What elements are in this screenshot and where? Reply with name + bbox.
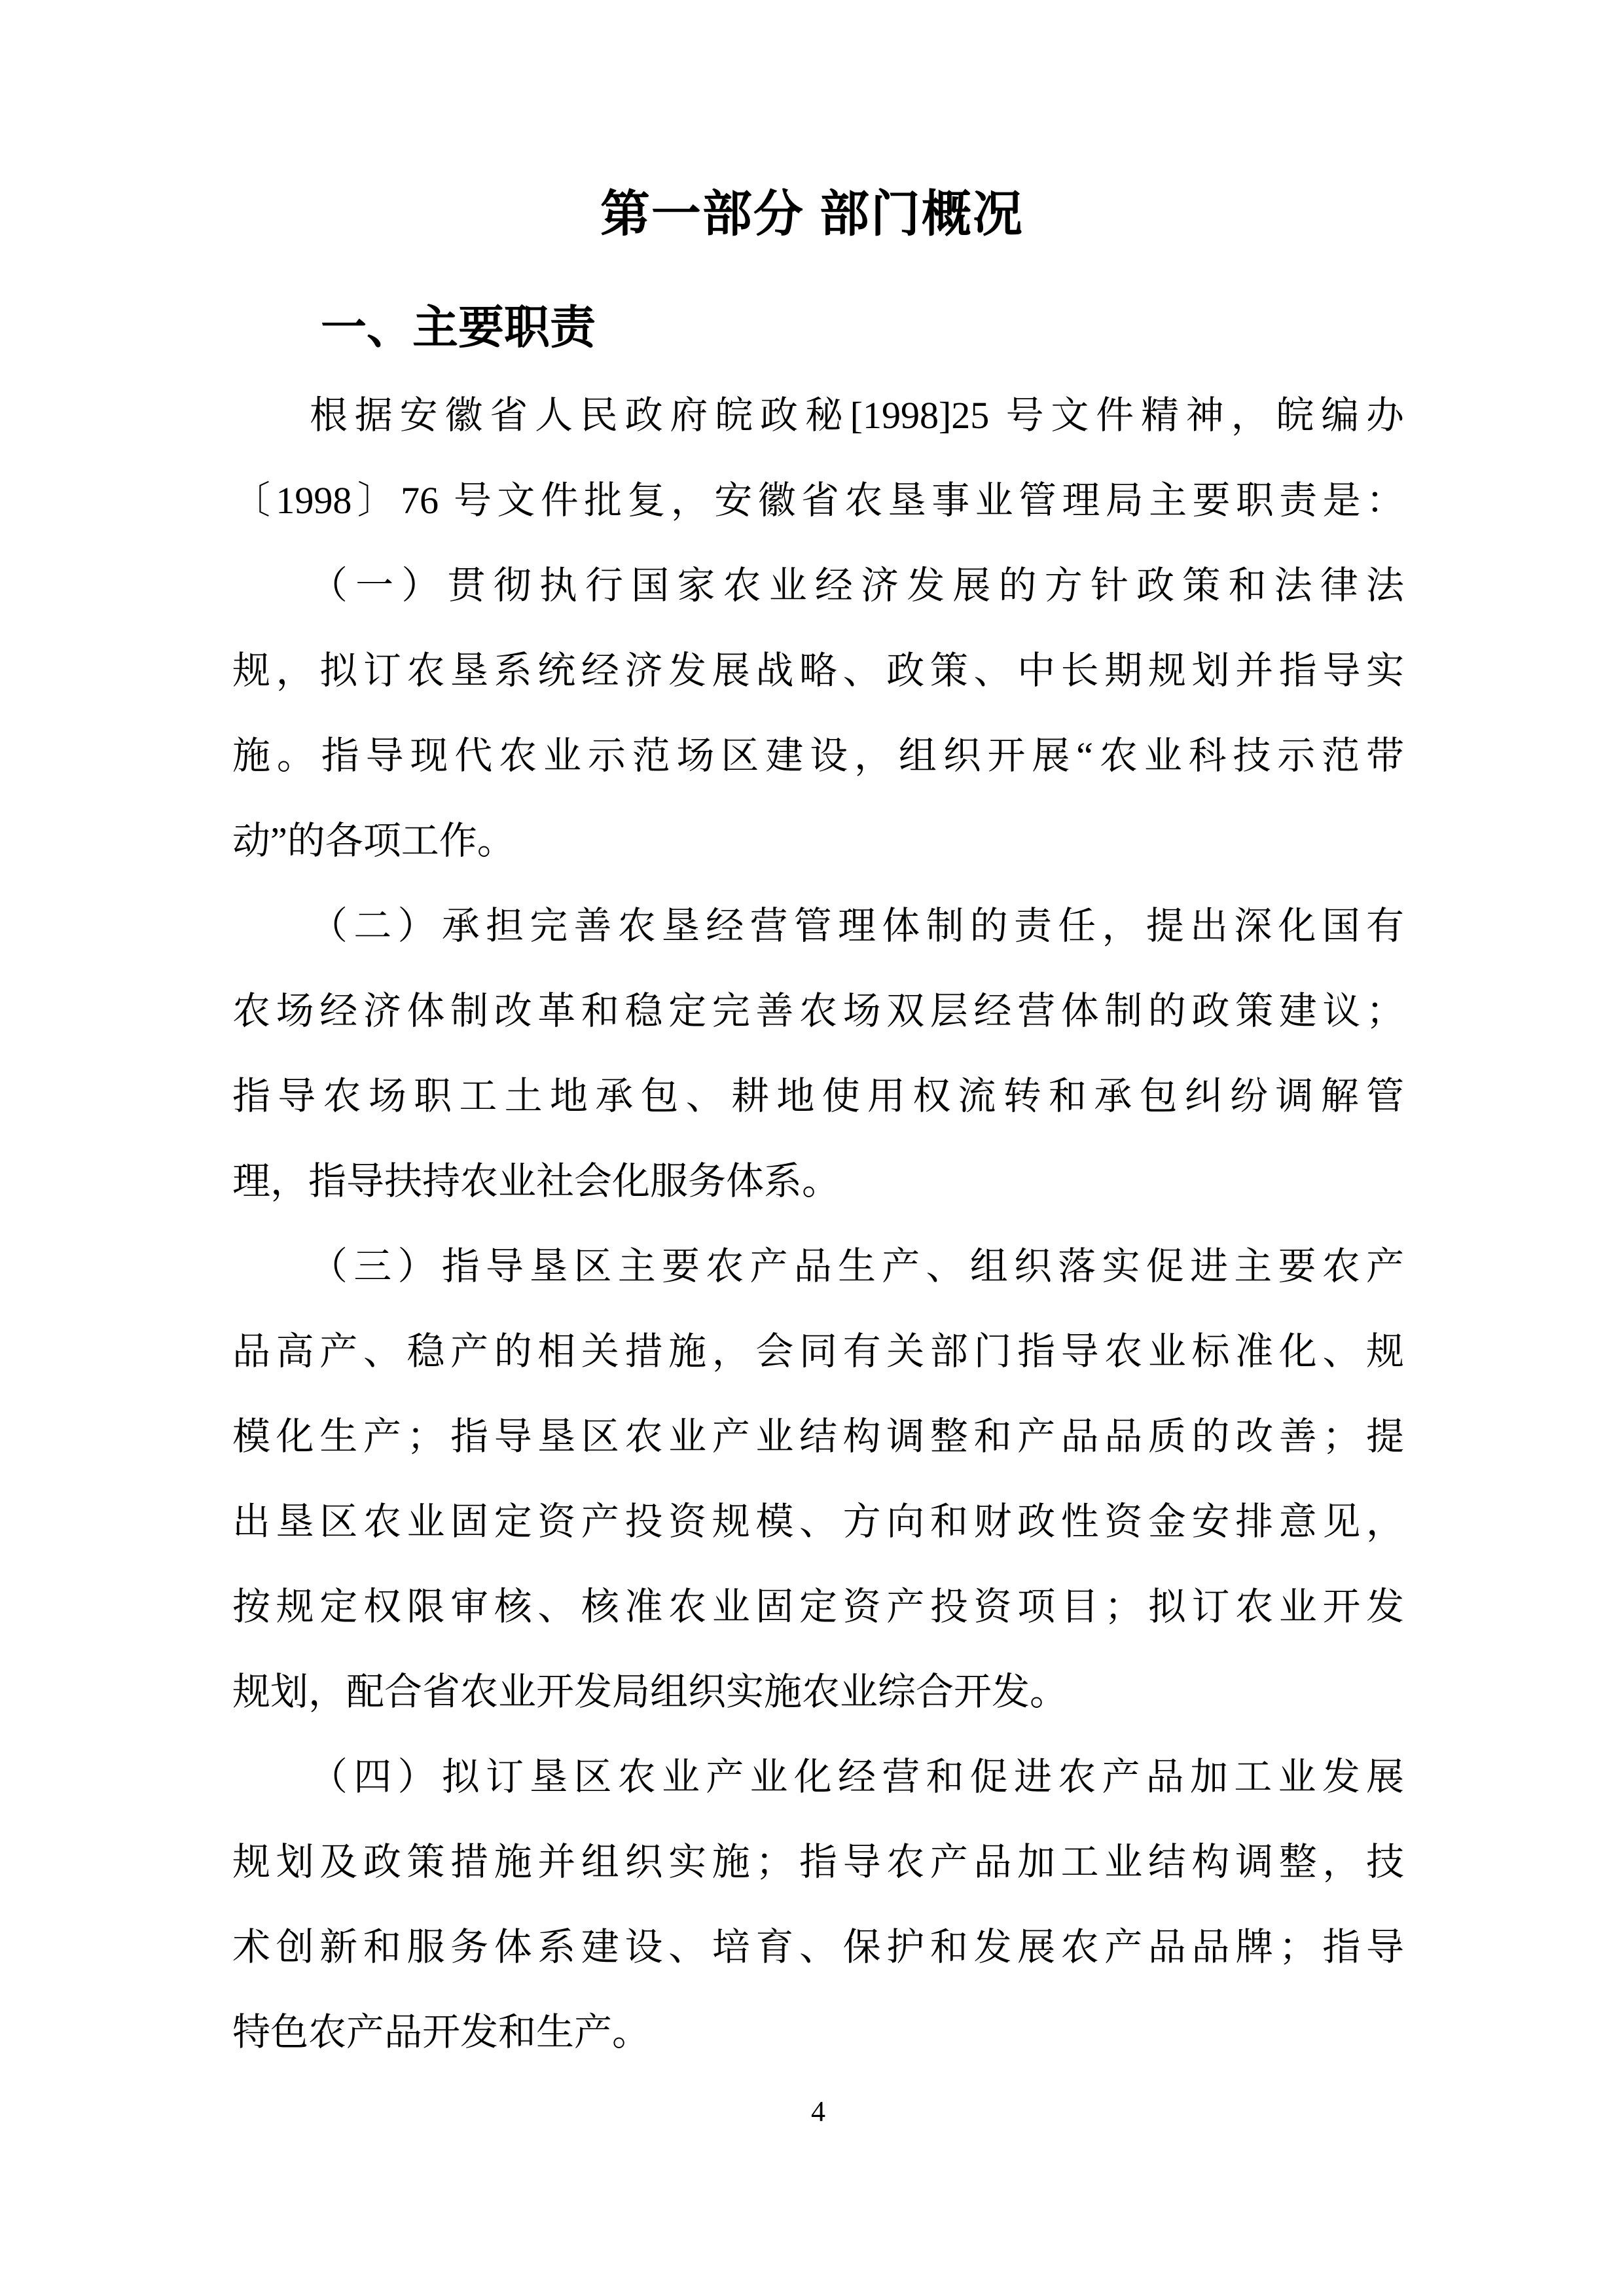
section-heading: 一、主要职责	[321, 302, 596, 353]
body-line: （一）贯彻执行国家农业经济发展的方针政策和法律法	[310, 564, 1404, 607]
body-line: 模化生产；指导垦区农业产业结构调整和产品品质的改善；提	[232, 1415, 1404, 1458]
body-line: 按规定权限审核、核准农业固定资产投资项目；拟订农业开发	[232, 1585, 1404, 1628]
body-line: 根据安徽省人民政府皖政秘[1998]25 号文件精神，皖编办	[310, 394, 1404, 437]
body-line: 品高产、稳产的相关措施，会同有关部门指导农业标准化、规	[232, 1330, 1404, 1373]
body-line: 〔1998〕76 号文件批复，安徽省农垦事业管理局主要职责是：	[232, 479, 1404, 522]
page-number: 4	[811, 2095, 825, 2127]
body-line: 指导农场职工土地承包、耕地使用权流转和承包纠纷调解管	[232, 1075, 1404, 1117]
page-number-footer	[232, 2092, 1404, 2131]
body-line: 出垦区农业固定资产投资规模、方向和财政性资金安排意见，	[232, 1500, 1404, 1543]
body-line: 动”的各项工作。	[232, 820, 515, 862]
body-line: （二）承担完善农垦经营管理体制的责任，提出深化国有	[310, 905, 1404, 947]
body-line: （三）指导垦区主要农产品生产、组织落实促进主要农产	[310, 1245, 1404, 1288]
body-line: 术创新和服务体系建设、培育、保护和发展农产品品牌；指导	[232, 1926, 1404, 1968]
document-body	[232, 373, 1404, 2075]
body-line: 规，拟订农垦系统经济发展战略、政策、中长期规划并指导实	[232, 649, 1404, 692]
body-line: 规划，配合省农业开发局组织实施农业综合开发。	[232, 1671, 1068, 1713]
body-line: 特色农产品开发和生产。	[232, 2011, 651, 2053]
body-line: （四）拟订垦区农业产业化经营和促进农产品加工业发展	[310, 1756, 1404, 1798]
body-line: 施。指导现代农业示范场区建设，组织开展“农业科技示范带	[232, 734, 1404, 777]
body-line: 规划及政策措施并组织实施；指导农产品加工业结构调整，技	[232, 1841, 1404, 1883]
body-line: 农场经济体制改革和稳定完善农场双层经营体制的政策建议；	[232, 990, 1404, 1032]
body-line: 理，指导扶持农业社会化服务体系。	[232, 1160, 840, 1202]
page-title: 第一部分 部门概况	[600, 187, 1024, 242]
